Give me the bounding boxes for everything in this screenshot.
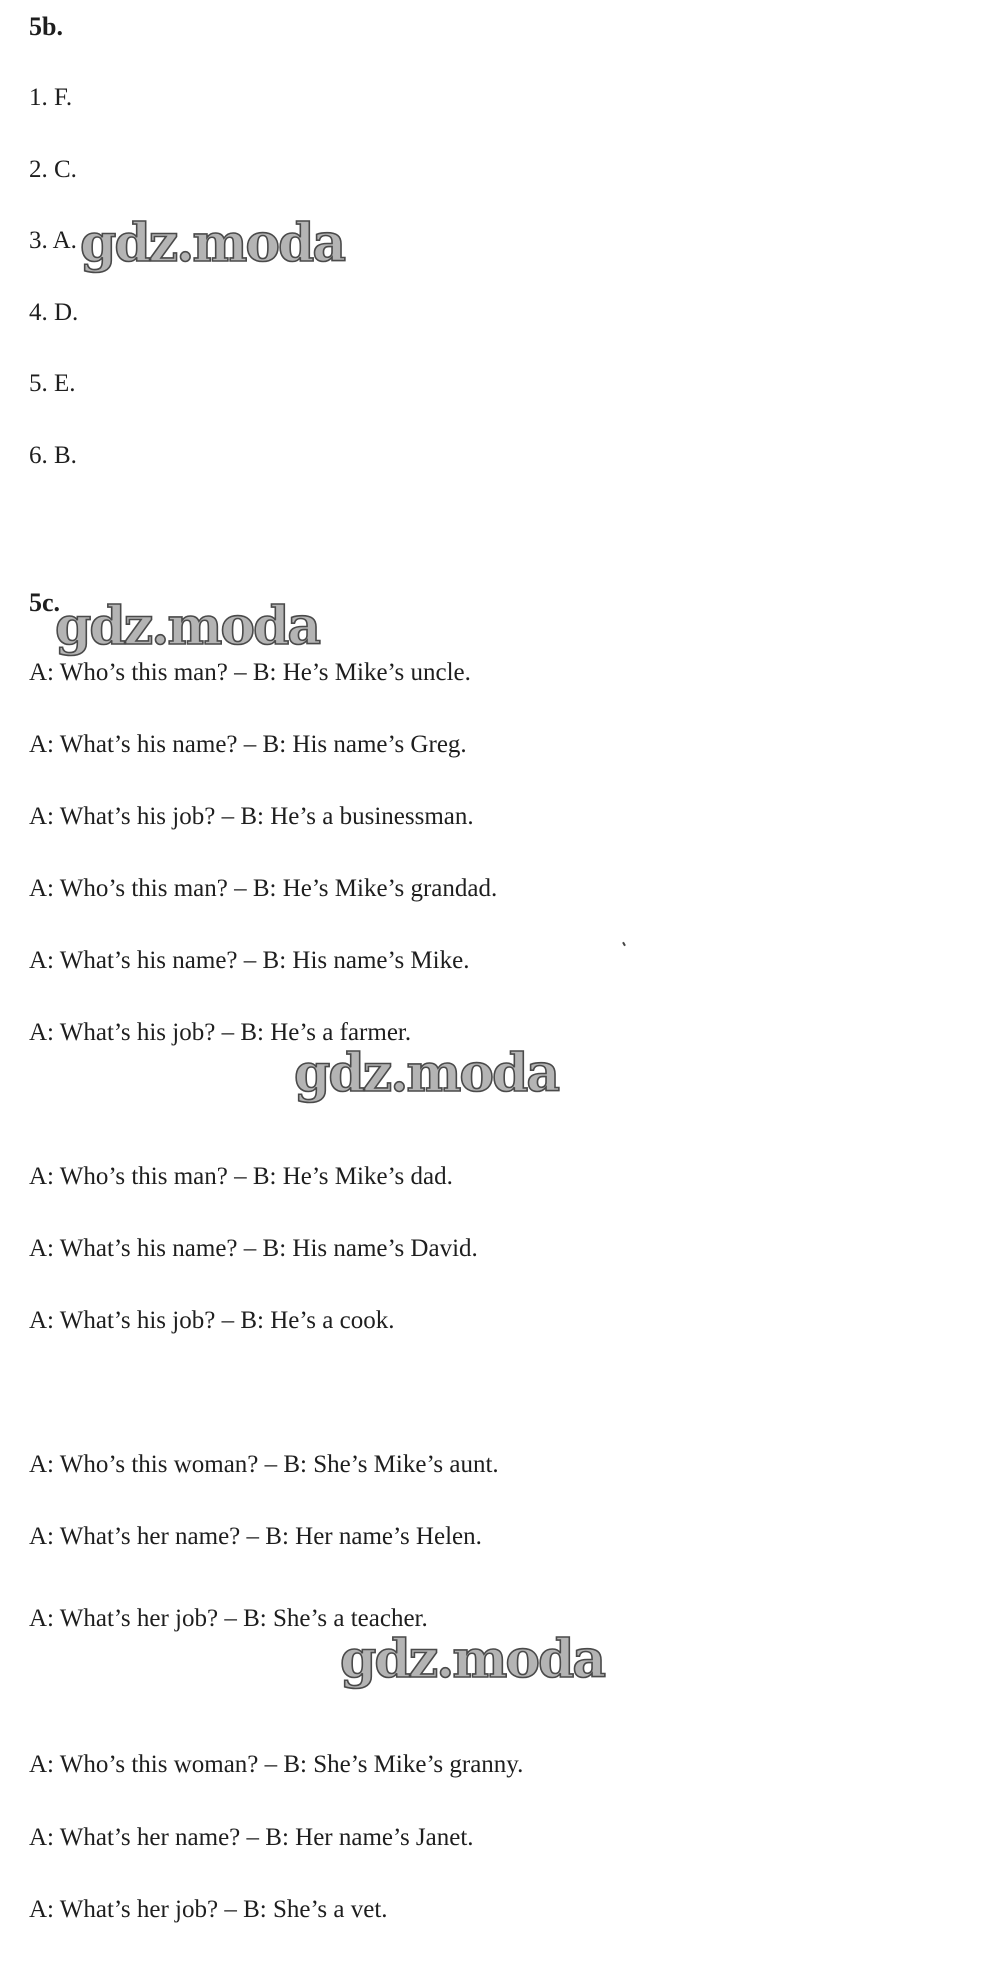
watermark: gdz.moda <box>55 596 320 657</box>
watermark: gdz.moda <box>340 1629 605 1690</box>
answer-item: 5. E. <box>29 370 76 397</box>
dialogue-line: A: What’s her name? – B: Her name’s Janet. <box>29 1824 474 1851</box>
dialogue-line: A: What’s his job? – B: He’s a businessman. <box>29 803 474 830</box>
dialogue-line: A: Who’s this woman? – B: She’s Mike’s granny. <box>29 1751 524 1778</box>
answer-item: 1. F. <box>29 84 73 111</box>
answer-item: 4. D. <box>29 299 79 326</box>
section-5c-heading: 5c. <box>29 588 61 617</box>
dialogue-line: A: What’s her job? – B: She’s a teacher. <box>29 1605 428 1632</box>
answer-item: 2. C. <box>29 156 77 183</box>
dialogue-line: A: What’s his name? – B: His name’s Mike. <box>29 947 470 974</box>
section-5b-heading: 5b. <box>29 12 63 41</box>
dialogue-line: A: What’s his name? – B: His name’s David. <box>29 1235 478 1262</box>
scan-speck <box>622 942 626 946</box>
answer-item: 3. A. <box>29 227 77 254</box>
watermark: gdz.moda <box>294 1043 559 1104</box>
dialogue-line: A: Who’s this man? – B: He’s Mike’s dad. <box>29 1163 453 1190</box>
dialogue-line: A: What’s his job? – B: He’s a cook. <box>29 1307 395 1334</box>
dialogue-line: A: What’s his name? – B: His name’s Greg. <box>29 731 467 758</box>
dialogue-line: A: What’s her name? – B: Her name’s Helen. <box>29 1523 482 1550</box>
dialogue-line: A: Who’s this man? – B: He’s Mike’s uncle. <box>29 659 471 686</box>
dialogue-line: A: Who’s this man? – B: He’s Mike’s grandad. <box>29 875 498 902</box>
dialogue-line: A: What’s her job? – B: She’s a vet. <box>29 1896 388 1923</box>
dialogue-line: A: Who’s this woman? – B: She’s Mike’s aunt. <box>29 1451 499 1478</box>
answer-item: 6. B. <box>29 442 77 469</box>
dialogue-line: A: What’s his job? – B: He’s a farmer. <box>29 1019 412 1046</box>
watermark: gdz.moda <box>80 213 345 274</box>
